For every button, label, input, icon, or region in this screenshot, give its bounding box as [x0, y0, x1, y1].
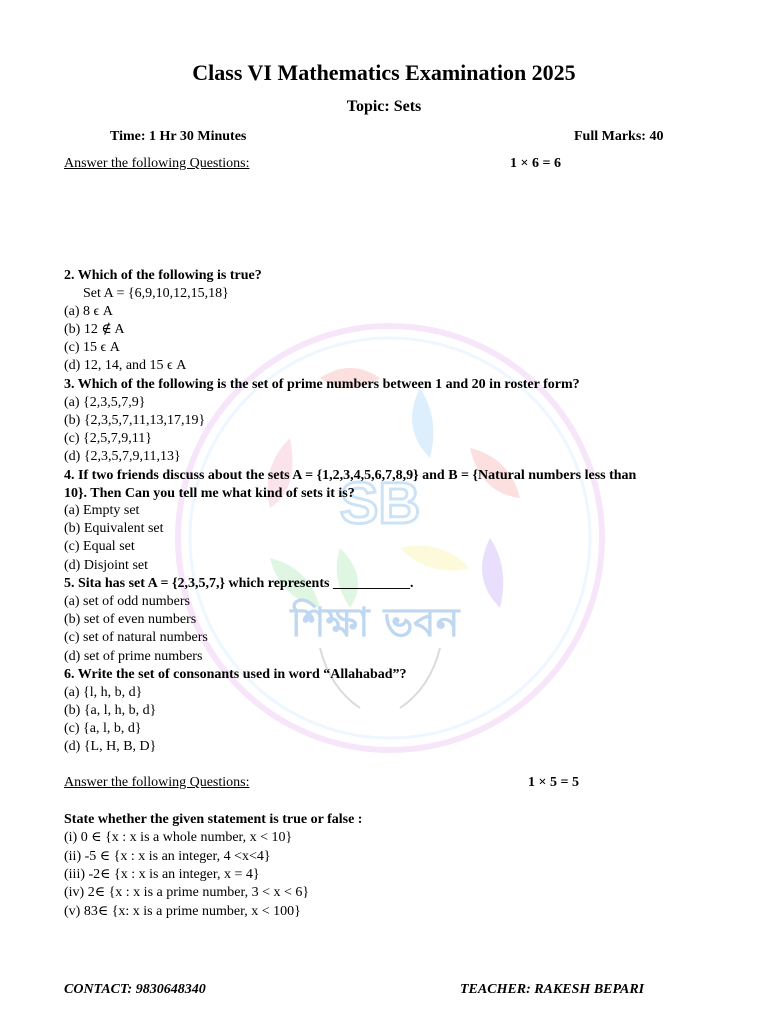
statement-ii: (ii) -5 ∈ {x : x is an integer, 4 <x<4} — [64, 849, 271, 864]
q4-question-line1: 4. If two friends discuss about the sets A = {1,2,3,4,5,6,7,8,9} and B = {Natural numbers less than — [64, 468, 637, 483]
q4-option-d: (d) Disjoint set — [64, 558, 148, 573]
statement-iii: (iii) -2∈ {x : x is an integer, x = 4} — [64, 867, 260, 882]
q2-option-a: (a) 8 ϵ A — [64, 304, 113, 319]
q5-question: 5. Sita has set A = {2,3,5,7,} which represents ___________. — [64, 576, 414, 591]
q2-question: 2. Which of the following is true? — [64, 268, 262, 283]
footer-teacher: TEACHER: RAKESH BEPARI — [460, 982, 645, 997]
q3-option-c: (c) {2,5,7,9,11} — [64, 431, 152, 446]
q6-question: 6. Write the set of consonants used in word “Allahabad”? — [64, 667, 407, 682]
footer-contact: CONTACT: 9830648340 — [64, 982, 206, 997]
exam-title: Class VI Mathematics Examination 2025 — [192, 60, 576, 85]
q3-option-d: (d) {2,3,5,7,9,11,13} — [64, 449, 181, 464]
q6-option-b: (b) {a, l, h, b, d} — [64, 703, 157, 718]
section1-marks: 1 × 6 = 6 — [510, 156, 561, 171]
q5-option-b: (b) set of even numbers — [64, 612, 197, 627]
statement-v: (v) 83∈ {x: x is a prime number, x < 100} — [64, 904, 301, 919]
section2-instruction: Answer the following Questions: — [64, 775, 250, 790]
exam-time: Time: 1 Hr 30 Minutes — [110, 129, 247, 144]
q4-question-line2: 10}. Then Can you tell me what kind of sets it is? — [64, 486, 355, 501]
q2-option-b: (b) 12 ∉ A — [64, 322, 125, 337]
q3-question: 3. Which of the following is the set of prime numbers between 1 and 20 in roster form? — [64, 377, 580, 392]
q4-option-c: (c) Equal set — [64, 539, 135, 554]
q3-option-b: (b) {2,3,5,7,11,13,17,19} — [64, 413, 206, 428]
q6-option-c: (c) {a, l, b, d} — [64, 721, 142, 736]
q6-option-d: (d) {L, H, B, D} — [64, 739, 157, 754]
q2-option-d: (d) 12, 14, and 15 ϵ A — [64, 358, 187, 373]
statement-i: (i) 0 ∈ {x : x is a whole number, x < 10} — [64, 830, 293, 845]
q5-option-a: (a) set of odd numbers — [64, 594, 190, 609]
full-marks: Full Marks: 40 — [574, 129, 664, 144]
section2-heading: State whether the given statement is true or false : — [64, 812, 363, 827]
q5-option-d: (d) set of prime numbers — [64, 649, 203, 664]
q5-option-c: (c) set of natural numbers — [64, 630, 208, 645]
q6-option-a: (a) {l, h, b, d} — [64, 685, 143, 700]
section2-marks: 1 × 5 = 5 — [528, 775, 579, 790]
q2-option-c: (c) 15 ϵ A — [64, 340, 120, 355]
watermark-bengali-text: শিক্ষা ভবন — [290, 600, 460, 646]
q2-given: Set A = {6,9,10,12,15,18} — [83, 286, 229, 301]
section1-instruction: Answer the following Questions: — [64, 156, 250, 171]
exam-topic: Topic: Sets — [346, 98, 422, 115]
q4-option-b: (b) Equivalent set — [64, 521, 164, 536]
statement-iv: (iv) 2∈ {x : x is a prime number, 3 < x < 6} — [64, 885, 310, 900]
watermark-logo-text: SB — [339, 471, 421, 536]
q3-option-a: (a) {2,3,5,7,9} — [64, 395, 146, 410]
q4-option-a: (a) Empty set — [64, 503, 140, 518]
